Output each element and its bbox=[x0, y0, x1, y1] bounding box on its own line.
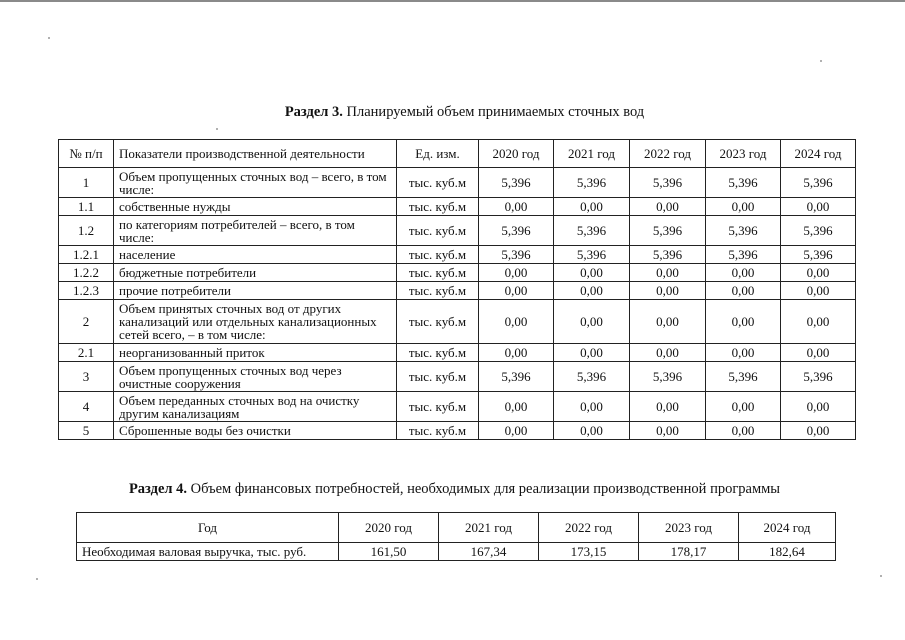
table-row bbox=[59, 344, 856, 362]
row-value: 0,00 bbox=[706, 344, 781, 362]
row-value: 0,00 bbox=[554, 392, 630, 422]
row-value: 0,00 bbox=[630, 198, 706, 216]
row-value: 0,00 bbox=[479, 300, 554, 344]
row-unit: тыс. куб.м bbox=[397, 264, 479, 282]
column-header: 2021 год bbox=[554, 140, 630, 168]
row-unit: тыс. куб.м bbox=[397, 198, 479, 216]
row-value: 5,396 bbox=[706, 168, 781, 198]
column-header: 2024 год bbox=[781, 140, 856, 168]
row-indicator: собственные нужды bbox=[114, 198, 397, 216]
row-value: 182,64 bbox=[739, 543, 836, 561]
row-value: 5,396 bbox=[554, 168, 630, 198]
row-value: 5,396 bbox=[706, 246, 781, 264]
row-value: 0,00 bbox=[706, 264, 781, 282]
row-number: 2.1 bbox=[59, 344, 114, 362]
row-value: 173,15 bbox=[539, 543, 639, 561]
row-value: 0,00 bbox=[479, 422, 554, 440]
row-value: 5,396 bbox=[554, 216, 630, 246]
column-header: Показатели производственной деятельности bbox=[114, 140, 397, 168]
row-value: 0,00 bbox=[781, 300, 856, 344]
section4-heading-text: Объем финансовых потребностей, необходимых для реализации производственной программы bbox=[187, 481, 781, 497]
column-header: Год bbox=[77, 513, 339, 543]
section3-heading bbox=[12, 104, 905, 121]
table-row bbox=[59, 246, 856, 264]
row-indicator: население bbox=[114, 246, 397, 264]
column-header: Ед. изм. bbox=[397, 140, 479, 168]
column-header: 2020 год bbox=[339, 513, 439, 543]
row-unit: тыс. куб.м bbox=[397, 344, 479, 362]
row-value: 5,396 bbox=[706, 362, 781, 392]
row-value: 178,17 bbox=[639, 543, 739, 561]
column-header: 2021 год bbox=[439, 513, 539, 543]
row-value: 0,00 bbox=[781, 264, 856, 282]
scan-speck bbox=[880, 575, 882, 577]
row-value: 0,00 bbox=[706, 198, 781, 216]
row-value: 0,00 bbox=[781, 198, 856, 216]
section3-heading-bold: Раздел 3. bbox=[284, 104, 343, 120]
row-value: 5,396 bbox=[479, 168, 554, 198]
row-value: 5,396 bbox=[630, 246, 706, 264]
row-value: 0,00 bbox=[479, 198, 554, 216]
column-header: 2022 год bbox=[630, 140, 706, 168]
row-unit: тыс. куб.м bbox=[397, 300, 479, 344]
row-value: 0,00 bbox=[630, 344, 706, 362]
row-value: 0,00 bbox=[706, 422, 781, 440]
table-row bbox=[59, 422, 856, 440]
column-header: 2023 год bbox=[639, 513, 739, 543]
row-number: 3 bbox=[59, 362, 114, 392]
row-value: 0,00 bbox=[554, 282, 630, 300]
row-value: 161,50 bbox=[339, 543, 439, 561]
row-value: 0,00 bbox=[554, 300, 630, 344]
row-unit: тыс. куб.м bbox=[397, 168, 479, 198]
section3-heading-text: Планируемый объем принимаемых сточных вод bbox=[342, 104, 645, 120]
row-value: 0,00 bbox=[554, 422, 630, 440]
row-value: 0,00 bbox=[781, 422, 856, 440]
row-value: 0,00 bbox=[781, 282, 856, 300]
row-number: 1 bbox=[59, 168, 114, 198]
row-indicator: по категориям потребителей – всего, в том числе: bbox=[114, 216, 397, 246]
row-value: 5,396 bbox=[630, 168, 706, 198]
row-number: 2 bbox=[59, 300, 114, 344]
table-row bbox=[59, 264, 856, 282]
row-indicator: Объем принятых сточных вод от других канализаций или отдельных канализационных сетей всего, – в том числе: bbox=[114, 300, 397, 344]
row-number: 1.2.2 bbox=[59, 264, 114, 282]
row-value: 5,396 bbox=[630, 216, 706, 246]
row-number: 1.1 bbox=[59, 198, 114, 216]
row-value: 0,00 bbox=[630, 300, 706, 344]
table-row bbox=[59, 216, 856, 246]
row-value: 0,00 bbox=[630, 422, 706, 440]
column-header: 2020 год bbox=[479, 140, 554, 168]
row-value: 5,396 bbox=[479, 246, 554, 264]
row-indicator: Сброшенные воды без очистки bbox=[114, 422, 397, 440]
row-indicator: Необходимая валовая выручка, тыс. руб. bbox=[77, 543, 339, 561]
row-value: 0,00 bbox=[630, 264, 706, 282]
table-row bbox=[77, 543, 836, 561]
row-value: 5,396 bbox=[630, 362, 706, 392]
row-value: 0,00 bbox=[706, 282, 781, 300]
row-value: 0,00 bbox=[554, 264, 630, 282]
table-row bbox=[59, 362, 856, 392]
row-value: 5,396 bbox=[706, 216, 781, 246]
row-value: 0,00 bbox=[781, 392, 856, 422]
row-value: 5,396 bbox=[781, 246, 856, 264]
table-row bbox=[59, 168, 856, 198]
row-unit: тыс. куб.м bbox=[397, 362, 479, 392]
row-number: 1.2.1 bbox=[59, 246, 114, 264]
row-value: 5,396 bbox=[479, 216, 554, 246]
scan-speck bbox=[36, 578, 38, 580]
row-number: 1.2 bbox=[59, 216, 114, 246]
column-header: 2024 год bbox=[739, 513, 836, 543]
column-header: № п/п bbox=[59, 140, 114, 168]
table-row bbox=[59, 282, 856, 300]
table-row bbox=[59, 392, 856, 422]
row-indicator: бюджетные потребители bbox=[114, 264, 397, 282]
row-unit: тыс. куб.м bbox=[397, 392, 479, 422]
scan-speck bbox=[48, 37, 50, 39]
row-value: 5,396 bbox=[554, 246, 630, 264]
table-header-row bbox=[59, 140, 856, 168]
row-unit: тыс. куб.м bbox=[397, 216, 479, 246]
scan-top-edge bbox=[0, 0, 905, 2]
row-value: 5,396 bbox=[781, 168, 856, 198]
table-row bbox=[59, 198, 856, 216]
row-number: 1.2.3 bbox=[59, 282, 114, 300]
row-value: 5,396 bbox=[781, 362, 856, 392]
row-value: 0,00 bbox=[630, 392, 706, 422]
row-value: 0,00 bbox=[479, 264, 554, 282]
row-indicator: прочие потребители bbox=[114, 282, 397, 300]
row-value: 5,396 bbox=[781, 216, 856, 246]
row-value: 0,00 bbox=[706, 300, 781, 344]
row-value: 167,34 bbox=[439, 543, 539, 561]
row-value: 5,396 bbox=[554, 362, 630, 392]
table-header-row bbox=[77, 513, 836, 543]
row-unit: тыс. куб.м bbox=[397, 282, 479, 300]
row-value: 0,00 bbox=[479, 344, 554, 362]
row-value: 0,00 bbox=[479, 282, 554, 300]
section3-table bbox=[58, 139, 856, 440]
section4-table bbox=[76, 512, 836, 561]
row-value: 0,00 bbox=[479, 392, 554, 422]
row-value: 0,00 bbox=[554, 198, 630, 216]
section4-heading-bold: Раздел 4. bbox=[128, 481, 188, 497]
section4-heading bbox=[2, 481, 905, 498]
row-unit: тыс. куб.м bbox=[397, 422, 479, 440]
row-number: 5 bbox=[59, 422, 114, 440]
row-indicator: Объем пропущенных сточных вод – всего, в том числе: bbox=[114, 168, 397, 198]
column-header: 2022 год bbox=[539, 513, 639, 543]
row-number: 4 bbox=[59, 392, 114, 422]
row-value: 5,396 bbox=[479, 362, 554, 392]
row-indicator: Объем переданных сточных вод на очистку другим канализациям bbox=[114, 392, 397, 422]
row-value: 0,00 bbox=[781, 344, 856, 362]
row-value: 0,00 bbox=[706, 392, 781, 422]
table-row bbox=[59, 300, 856, 344]
row-indicator: Объем пропущенных сточных вод через очистные сооружения bbox=[114, 362, 397, 392]
column-header: 2023 год bbox=[706, 140, 781, 168]
row-indicator: неорганизованный приток bbox=[114, 344, 397, 362]
scan-speck bbox=[820, 60, 822, 62]
scan-speck bbox=[216, 128, 218, 130]
row-value: 0,00 bbox=[554, 344, 630, 362]
row-value: 0,00 bbox=[630, 282, 706, 300]
row-unit: тыс. куб.м bbox=[397, 246, 479, 264]
